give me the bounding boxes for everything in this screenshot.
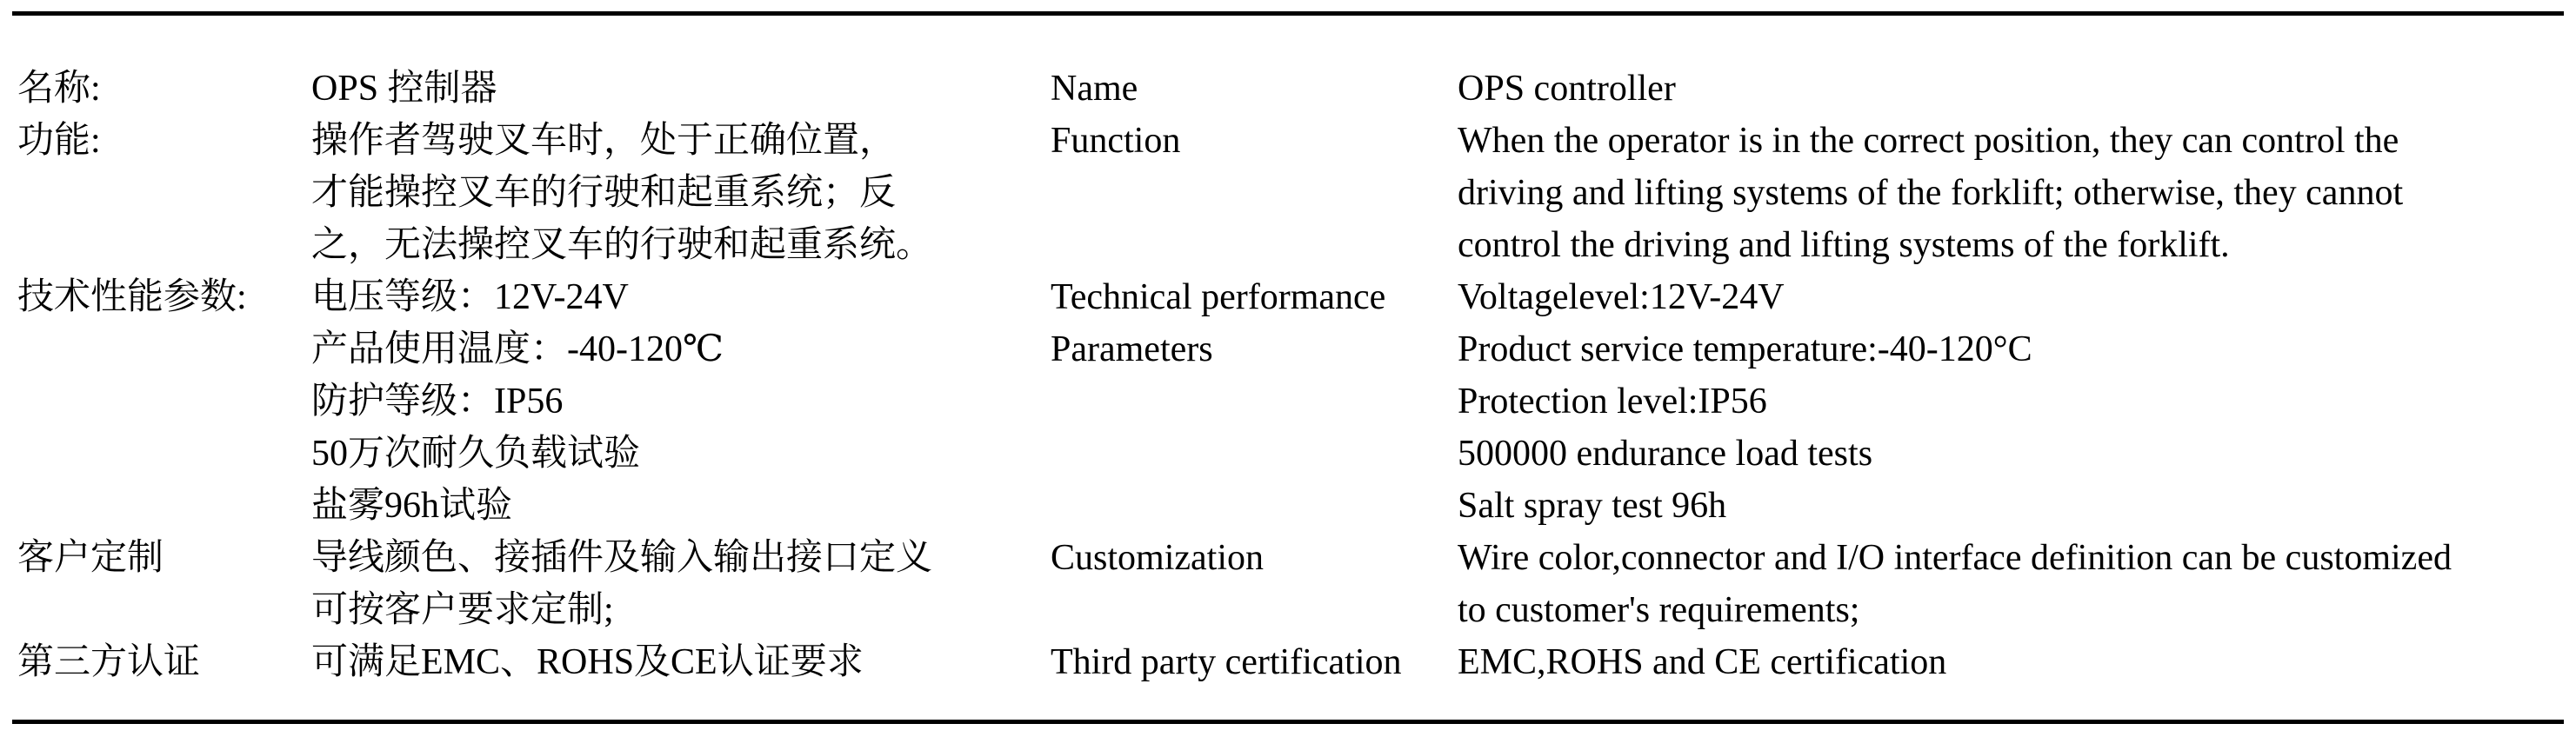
en-value-line: Protection level:IP56 [1458, 382, 1767, 422]
table-row-third-party-certification [0, 636, 2576, 688]
en-value-line: Voltagelevel:12V-24V [1458, 277, 1785, 317]
cn-value-cell [311, 636, 1051, 688]
cn-value: OPS 控制器 [311, 69, 497, 109]
cn-value-line: 之，无法操控叉车的行驶和起重系统。 [311, 225, 933, 265]
cn-value-line: 产品使用温度：-40-120℃ [311, 329, 724, 369]
en-value-line: Wire color,connector and I/O interface definition can be customized [1458, 538, 2452, 578]
en-label-cell [1051, 115, 1458, 167]
en-label-cell [1051, 63, 1458, 115]
cn-label-cell [17, 271, 311, 323]
cn-value-line: 电压等级：12V-24V [311, 277, 629, 317]
en-label-cell [1051, 271, 1458, 375]
bottom-rule [12, 720, 2564, 724]
cn-value-line: 操作者驾驶叉车时，处于正确位置， [311, 121, 897, 161]
en-value-line: driving and lifting systems of the forklift; otherwise, they cannot [1458, 173, 2404, 213]
cn-value-line: 才能操控叉车的行驶和起重系统；反 [311, 173, 897, 213]
cn-value: 可满足EMC、ROHS及CE认证要求 [311, 642, 864, 682]
en-value-line: Product service temperature:-40-120°C [1458, 329, 2032, 369]
en-value: OPS controller [1458, 69, 1676, 109]
cn-value-cell [311, 271, 1051, 532]
en-label-line: Technical performance [1051, 277, 1386, 317]
cn-value-cell [311, 115, 1051, 271]
en-value-cell [1458, 115, 2576, 271]
en-label: Third party certification [1051, 642, 1402, 682]
cn-value-cell [311, 532, 1051, 636]
en-value-line: Salt spray test 96h [1458, 486, 1727, 526]
en-value-cell [1458, 271, 2576, 532]
en-value-line: 500000 endurance load tests [1458, 434, 1873, 474]
cn-label: 功能: [17, 121, 101, 161]
table-row-function [0, 115, 2576, 271]
cn-label: 第三方认证 [17, 642, 201, 682]
cn-label: 技术性能参数: [17, 277, 247, 317]
en-label-line: Parameters [1051, 329, 1213, 369]
en-value: EMC,ROHS and CE certification [1458, 642, 1947, 682]
cn-label: 名称: [17, 69, 101, 109]
cn-value-line: 50万次耐久负载试验 [311, 434, 641, 474]
cn-value-line: 盐雾96h试验 [311, 486, 513, 526]
table-row-customization [0, 532, 2576, 636]
cn-value-line: 导线颜色、接插件及输入输出接口定义 [311, 538, 933, 578]
spec-table [0, 63, 2576, 688]
cn-value-cell [311, 63, 1051, 115]
cn-label-cell [17, 532, 311, 584]
en-label-cell [1051, 636, 1458, 688]
top-rule [12, 11, 2564, 16]
cn-value-line: 防护等级：IP56 [311, 382, 564, 422]
en-value-line: to customer's requirements; [1458, 590, 1860, 630]
en-value-cell [1458, 63, 2576, 115]
en-value-cell [1458, 636, 2576, 688]
en-label: Customization [1051, 538, 1264, 578]
table-row-name [0, 63, 2576, 115]
cn-label: 客户定制 [17, 538, 164, 578]
en-label: Function [1051, 121, 1181, 161]
cn-label-cell [17, 115, 311, 167]
table-row-technical-parameters [0, 271, 2576, 532]
cn-value-line: 可按客户要求定制; [311, 590, 614, 630]
en-value-cell [1458, 532, 2576, 636]
en-value-line: When the operator is in the correct position, they can control the [1458, 121, 2399, 161]
en-label: Name [1051, 69, 1138, 109]
cn-label-cell [17, 63, 311, 115]
en-value-line: control the driving and lifting systems of the forklift. [1458, 225, 2230, 265]
cn-label-cell [17, 636, 311, 688]
en-label-cell [1051, 532, 1458, 584]
